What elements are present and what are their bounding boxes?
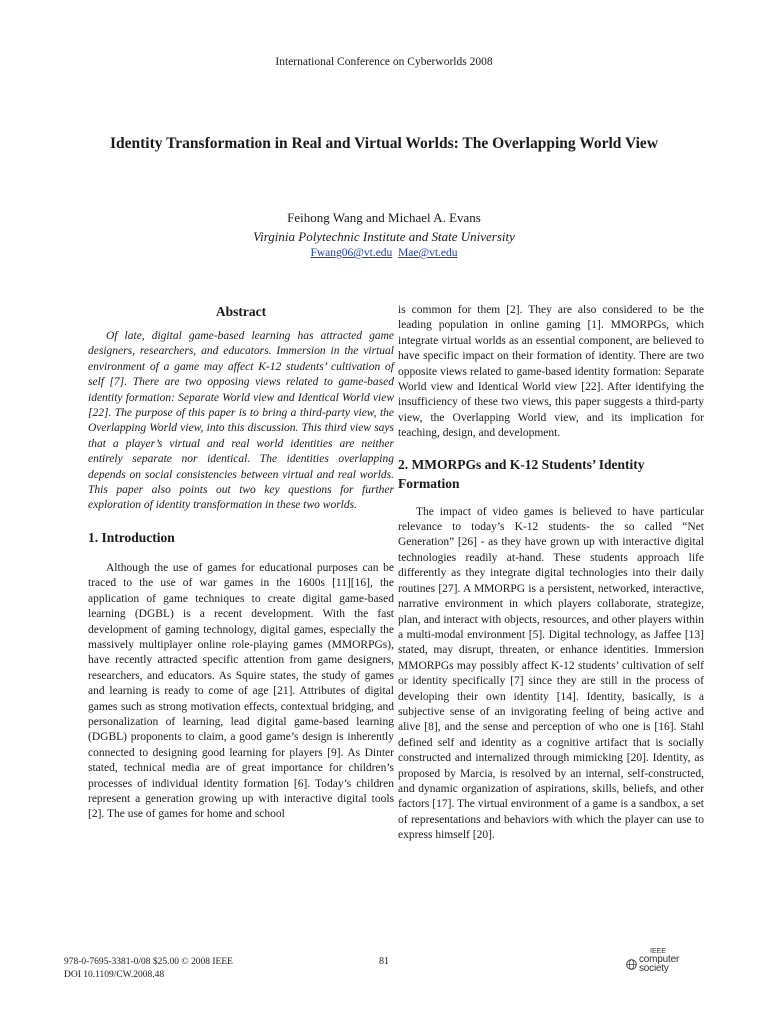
introduction-paragraph: Although the use of games for educational purposes can be traced to the use of war games in the 1600s [11][16], the application of game techniques to create digital game-based learning (DGBL) is a recent development. With the fast development of gaming technology, digital games, especially the massively multiplayer online role-playing games (MMORPGs), have recently attracted specific attention from game designers, researchers, and educators. As Squire states, the study of games and learning is ready to come of age [21]. Attributes of digital games such as strong motivation effects, contextual bridging, and personalization of learning, lead digital game-based learning (DGBL) proponents to claim, a good game’s design is inherently connected to designing good learning for players [9]. As Dinter stated, technical media are of great importance for children’s processes of individual identity formation [6]. Today’s children represent a generation growing up with interactive digital tools [2]. The use of games for home and school: [88, 561, 394, 821]
section-heading-mmorpgs: 2. MMORPGs and K-12 Students’ Identity Formation: [398, 456, 645, 491]
footer-copyright: [64, 956, 233, 982]
logo-line-society: society: [639, 963, 669, 974]
conference-header: International Conference on Cyberworlds 2008: [275, 56, 493, 68]
computer-society-logo: [626, 948, 696, 982]
email-link-evans[interactable]: Mae@vt.edu: [398, 247, 458, 259]
mmorpg-paragraph: The impact of video games is believed to have particular relevance to today’s K-12 students- the so called “Net Generation” [26] - as they have grown up with interactive digital technologies readily at-hand. These students approach life differently as they integrate digital technologies into their daily routines [27]. A MMORPG is a persistent, networked, interactive, narrative environment in which players collaborate, strategize, plan, and interact with objects, resources, and other players within a multi-modal environment [5]. Digital technology, as Jaffee [13] stated, may disrupt, threaten, or enhance identities. Immersion MMORPGs may possibly affect K-12 students’ cultivation of self or identity specifically [7] since they are still in the process of developing their own identity [14]. Identity, basically, is a subjective sense of an invigorating feeling of being active and alive [8], and the sense and perception of who one is [16]. Stahl defined self and identity as a cognitive artifact that is socially constructed and internalized through mimicking [20]. Identity, as proposed by Marcia, is resolved by an internal, self-constructed, and dynamic organization of aspirations, skills, beliefs, and other factors [17]. The virtual environment of a game is a sandbox, a set of representations and behaviors with which the player can use to express himself [20].: [398, 505, 704, 842]
logo-line-computer: computer: [639, 954, 680, 965]
author-names: Feihong Wang and Michael A. Evans: [287, 210, 481, 225]
left-column: [88, 303, 394, 823]
abstract-text: Of late, digital game-based learning has attracted game designers, researchers, and educators. Immersion in the virtual environment of a game may affect K-12 students’ cultivation of self [7]. There are two opposing views related to game-based identity formation: Separate World view and Identical World view [22]. The purpose of this paper is to bring a third-party view, the Overlapping World view, into this discussion. This third view says that a player’s virtual and real world identities are neither entirely separate nor identical. The identities overlapping depends on social consistencies between virtual and real worlds. This paper also points out two key questions for further exploration of identity transformation in these two worlds.: [88, 330, 394, 512]
footer-isbn: 978-0-7695-3381-0/08 $25.00 © 2008 IEEE: [64, 957, 233, 967]
footer-doi: DOI 10.1109/CW.2008.48: [64, 970, 165, 980]
logo-ieee-text: IEEE: [650, 948, 666, 955]
section-heading-introduction: 1. Introduction: [88, 529, 175, 545]
globe-icon: [626, 959, 637, 970]
right-column: [398, 303, 704, 844]
email-link-wang[interactable]: Fwang06@vt.edu: [310, 247, 393, 259]
abstract-heading: Abstract: [215, 304, 267, 319]
logo-society-text: [639, 955, 679, 973]
page-number: 81: [379, 956, 389, 967]
author-affiliation: Virginia Polytechnic Institute and State University: [253, 229, 515, 244]
paper-title: Identity Transformation in Real and Virtual Worlds: The Overlapping World View: [109, 135, 659, 152]
introduction-paragraph-continued: is common for them [2]. They are also considered to be the leading population in online gaming [1]. MMORPGs, which integrate virtual worlds as an essential component, are believed to have specific impact on their formation of identity. There are two opposite views related to game-based identity formation: Separate World view and Identical World view [22]. After identifying the insufficiency of these two views, this paper suggests a third-party view, the Overlapping World view, and its implication for teaching, design, and development.: [398, 304, 704, 440]
author-emails: [0, 246, 768, 261]
